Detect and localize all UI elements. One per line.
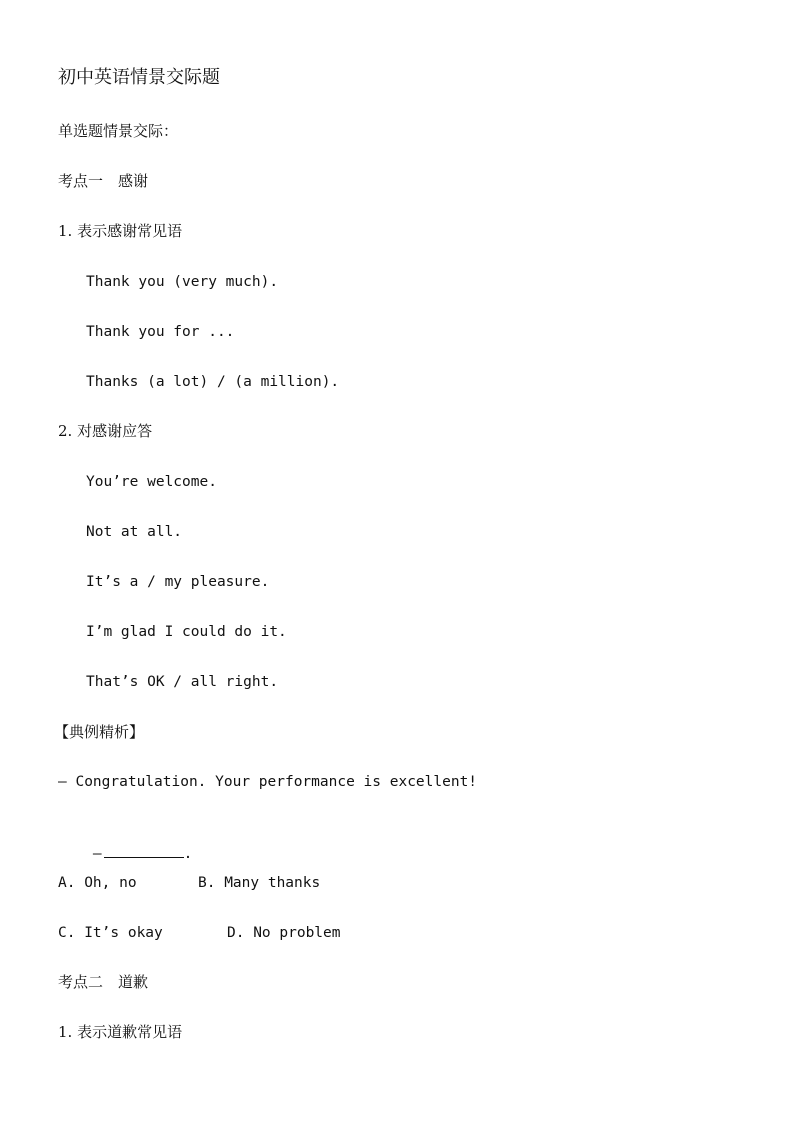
- point1-subheading-responses: 2. 对感谢应答: [58, 422, 153, 440]
- point1-heading: 考点一 感谢: [58, 172, 149, 190]
- page-title: 初中英语情景交际题: [58, 67, 220, 88]
- thanks-response: You’re welcome.: [86, 474, 217, 490]
- section-heading: 单选题情景交际：: [58, 122, 179, 140]
- answer-blank: [104, 843, 184, 858]
- thanks-response: It’s a / my pleasure.: [86, 574, 270, 590]
- point1-subheading-expressions: 1. 表示感谢常见语: [58, 222, 183, 240]
- example-label: 【典例精析】: [54, 723, 145, 741]
- thanks-expression: Thank you for ...: [86, 324, 235, 340]
- answer-dash: —: [92, 846, 102, 862]
- option-d: D. No problem: [227, 925, 341, 941]
- option-b: B. Many thanks: [198, 875, 321, 891]
- answer-period: .: [183, 846, 193, 862]
- point2-heading: 考点二 道歉: [58, 973, 149, 991]
- thanks-response: Not at all.: [86, 524, 183, 540]
- thanks-expression: Thanks (a lot) / (a million).: [86, 374, 340, 390]
- point2-subheading-expressions: 1. 表示道歉常见语: [58, 1023, 183, 1041]
- example-question: — Congratulation. Your performance is excellent!: [58, 774, 478, 790]
- thanks-response: That’s OK / all right.: [86, 674, 279, 690]
- thanks-response: I’m glad I could do it.: [86, 624, 287, 640]
- thanks-expression: Thank you (very much).: [86, 274, 279, 290]
- option-a: A. Oh, no: [58, 875, 137, 891]
- option-c: C. It’s okay: [58, 925, 163, 941]
